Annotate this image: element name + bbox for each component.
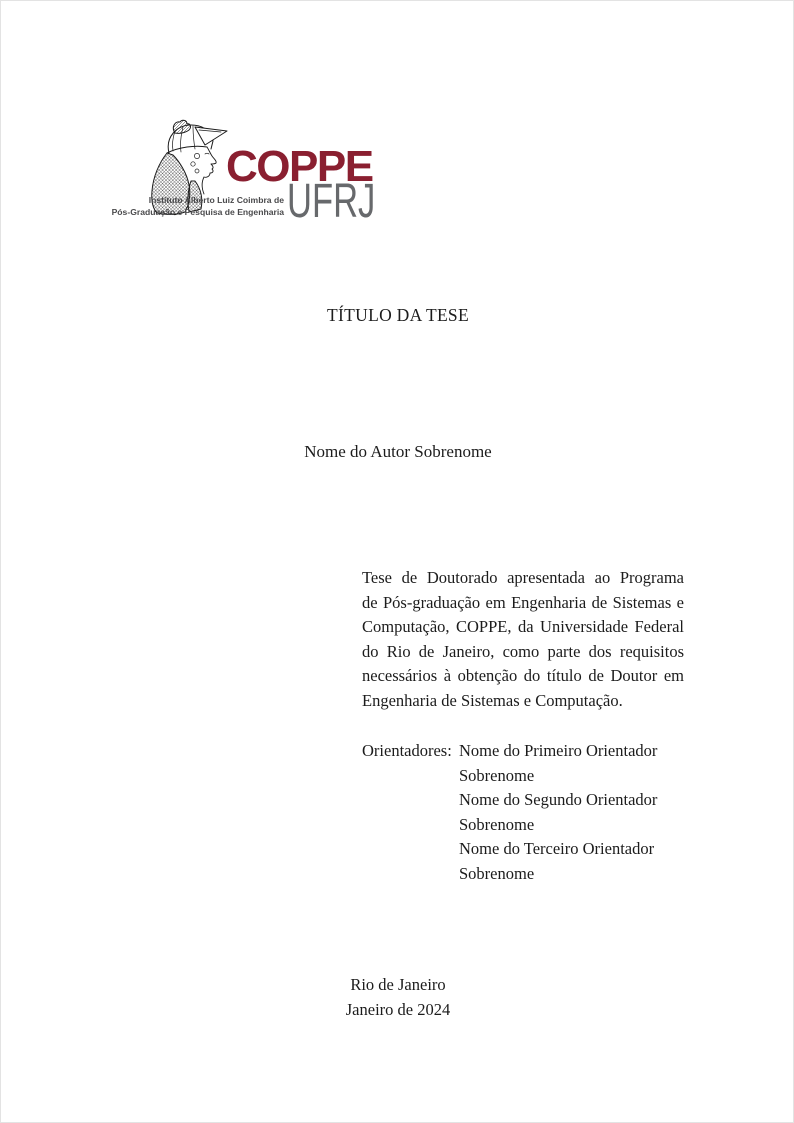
advisor-name-line: Sobrenome — [459, 765, 535, 785]
advisors-section — [362, 739, 692, 886]
ufrj-wordmark: UFRJ — [287, 175, 376, 228]
institute-name-line2: Pós-Graduação e Pesquisa de Engenharia — [111, 206, 284, 217]
advisor-name-line: Nome do Primeiro Orientador — [459, 741, 658, 760]
coppe-ufrj-logo — [1, 1, 401, 241]
advisor-name-line: Nome do Terceiro Orientador — [459, 839, 655, 859]
advisor-name-line: Sobrenome — [459, 814, 535, 834]
footer-date: Janeiro de 2024 — [345, 1000, 451, 1020]
thesis-statement-line: do Rio de Janeiro, como parte dos requisitos — [362, 641, 684, 661]
advisor-name-line: Sobrenome — [459, 863, 535, 883]
institute-name — [100, 195, 284, 219]
footer-city: Rio de Janeiro — [350, 975, 446, 994]
coppe-wordmark: COPPE — [226, 142, 373, 191]
advisor-name-line: Nome do Segundo Orientador — [459, 790, 658, 810]
advisors-label: Orientadores: — [362, 741, 452, 760]
thesis-statement — [362, 566, 684, 713]
footer — [1, 972, 794, 1023]
thesis-statement-line: necessários à obtenção do título de Doutor em — [362, 666, 684, 686]
thesis-statement-line: de Pós-graduação em Engenharia de Sistemas e — [362, 592, 684, 612]
author-name: Nome do Autor Sobrenome — [304, 442, 492, 461]
thesis-title: TÍTULO DA TESE — [327, 305, 469, 325]
institute-name-line1: Instituto Alberto Luiz Coimbra de — [148, 195, 284, 205]
thesis-statement-line: Engenharia de Sistemas e Computação. — [362, 690, 623, 710]
thesis-statement-line: Computação, COPPE, da Universidade Federal — [362, 617, 684, 637]
advisors-list — [459, 739, 692, 886]
thesis-statement-line: Tese de Doutorado apresentada ao Programa — [362, 568, 684, 587]
